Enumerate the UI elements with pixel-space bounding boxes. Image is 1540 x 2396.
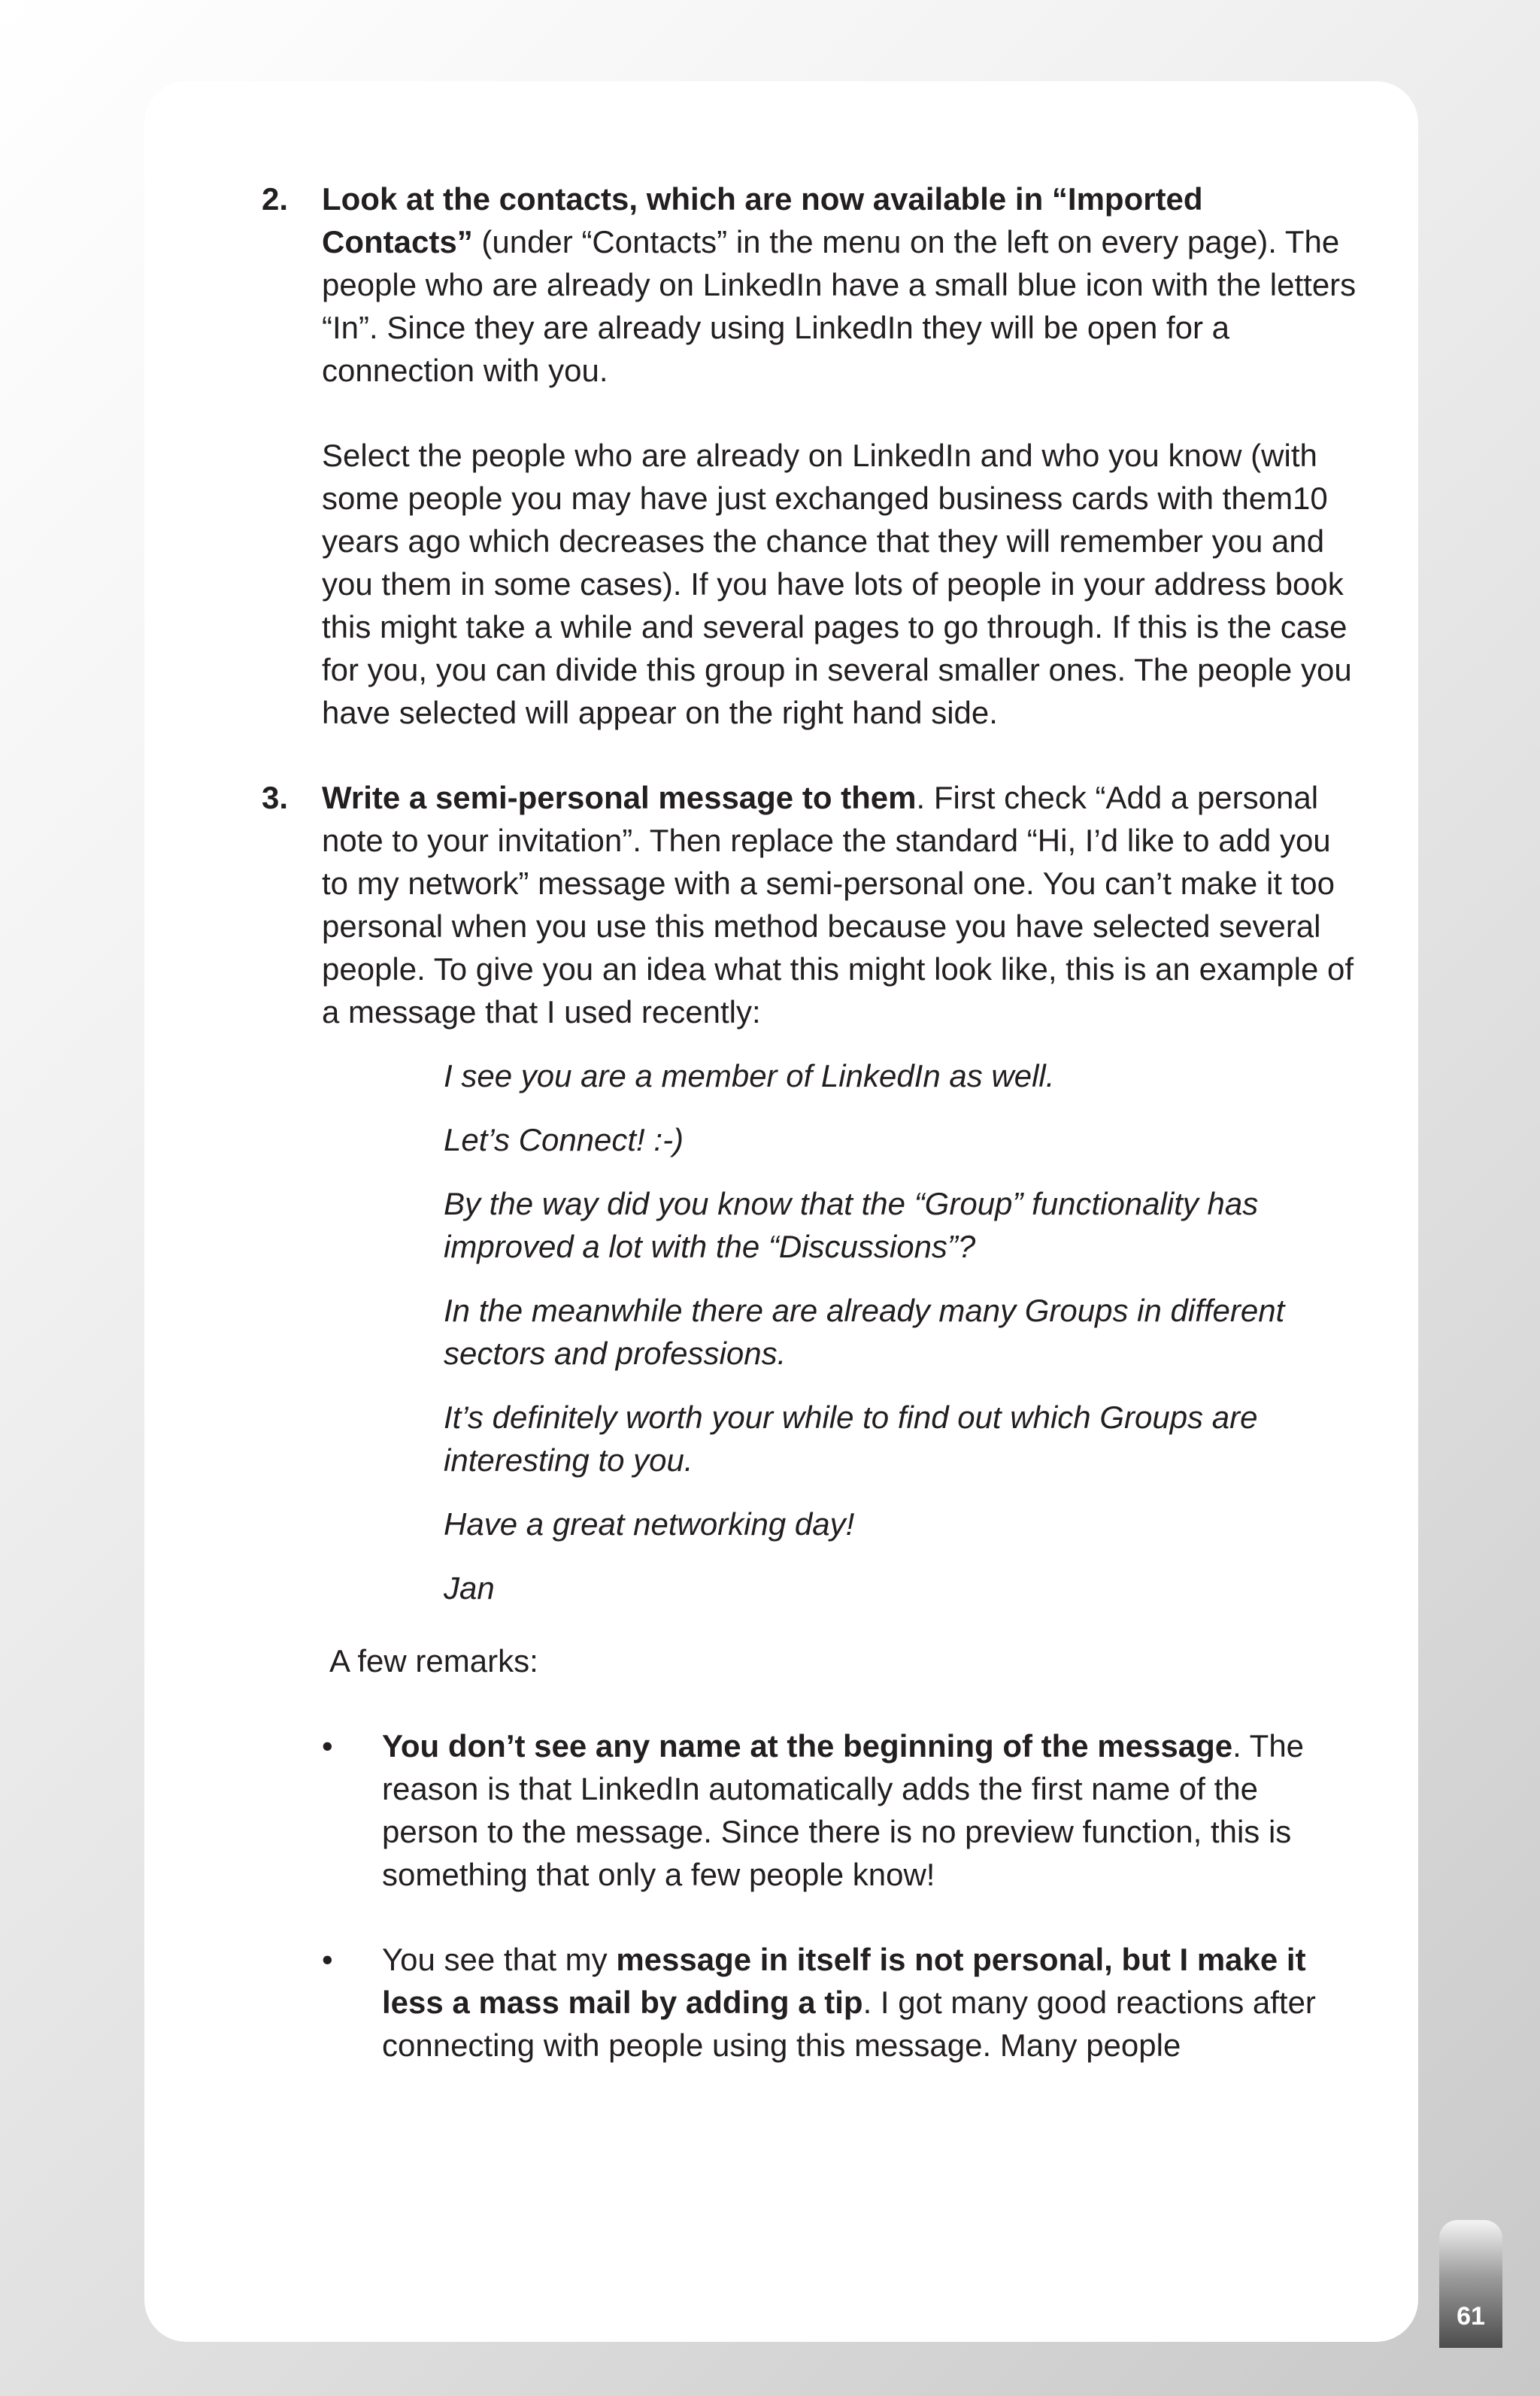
quote-line: I see you are a member of LinkedIn as well.: [444, 1058, 1055, 1093]
quote-line: Let’s Connect! :-): [444, 1122, 684, 1157]
quote-line: By the way did you know that the “Group” functionality has improved a lot with the “Discussions”?: [444, 1186, 1259, 1264]
page-number-tab: [1439, 2220, 1502, 2348]
bullet-icon: •: [322, 1942, 333, 1977]
item-2-paragraph-2: Select the people who are already on LinkedIn and who you know (with some people you may have just exchanged business cards with them10 years ago which decreases the chance that they will remember you and you them in some cases). If you have lots of people in your address book this might take a while and several pages to go through. If this is the case for you, you can divide this group in several smaller ones. The people you have selected will appear on the right hand side.: [322, 438, 1352, 730]
page-content: [262, 177, 1360, 2067]
quote-line: It’s definitely worth your while to find out which Groups are interesting to you.: [444, 1400, 1258, 1478]
remark-1-bold: You don’t see any name at the beginning of the message: [382, 1728, 1233, 1764]
remark-2-text: [382, 1938, 1360, 2067]
example-message-quote: [444, 1054, 1360, 1609]
item-3-bold-lead: Write a semi-personal message to them: [322, 780, 917, 815]
item-2-text: (under “Contacts” in the menu on the left on every page). The people who are already on LinkedIn have a small blue icon with the letters “In”. Since they are already using LinkedIn they will be open for a connection with you.: [322, 224, 1357, 388]
remark-bullet-2: [262, 1938, 1360, 2067]
remark-1-text: [382, 1724, 1360, 1896]
quote-line: In the meanwhile there are already many Groups in different sectors and professions.: [444, 1293, 1285, 1371]
item-number: 2.: [262, 181, 289, 217]
remark-2-rest: . I got many good reactions after connecting with people using this message. Many people: [382, 1985, 1316, 2063]
quote-line: Have a great networking day!: [444, 1506, 855, 1542]
numbered-item-3: [262, 776, 1360, 1033]
remark-1-rest: . The reason is that LinkedIn automatically adds the first name of the person to the message. Since there is no preview function, this is something that only a few people know!: [382, 1728, 1305, 1892]
quote-signature: Jan: [444, 1570, 495, 1606]
page-number: 61: [1457, 2302, 1485, 2331]
remarks-heading: A few remarks:: [329, 1643, 538, 1679]
bullet-icon: •: [322, 1728, 333, 1764]
numbered-item-2: [262, 177, 1360, 734]
remark-2-pre: You see that my: [382, 1942, 617, 1977]
remark-bullet-1: [262, 1724, 1360, 1896]
item-3-text: . First check “Add a personal note to your invitation”. Then replace the standard “Hi, I’d like to add you to my network” message with a semi-personal one. You can’t make it too personal when you use this method because you have selected several people. To give you an idea what this might look like, this is an example of a message that I used recently:: [322, 780, 1354, 1030]
item-2-bold-lead: Look at the contacts, which are now available in “Imported Contacts”: [322, 181, 1203, 259]
item-3-paragraph: [322, 776, 1360, 1033]
remark-2-bold: message in itself is not personal, but I make it less a mass mail by adding a tip: [382, 1942, 1306, 2020]
item-number: 3.: [262, 780, 289, 815]
item-2-paragraph: [322, 177, 1360, 392]
